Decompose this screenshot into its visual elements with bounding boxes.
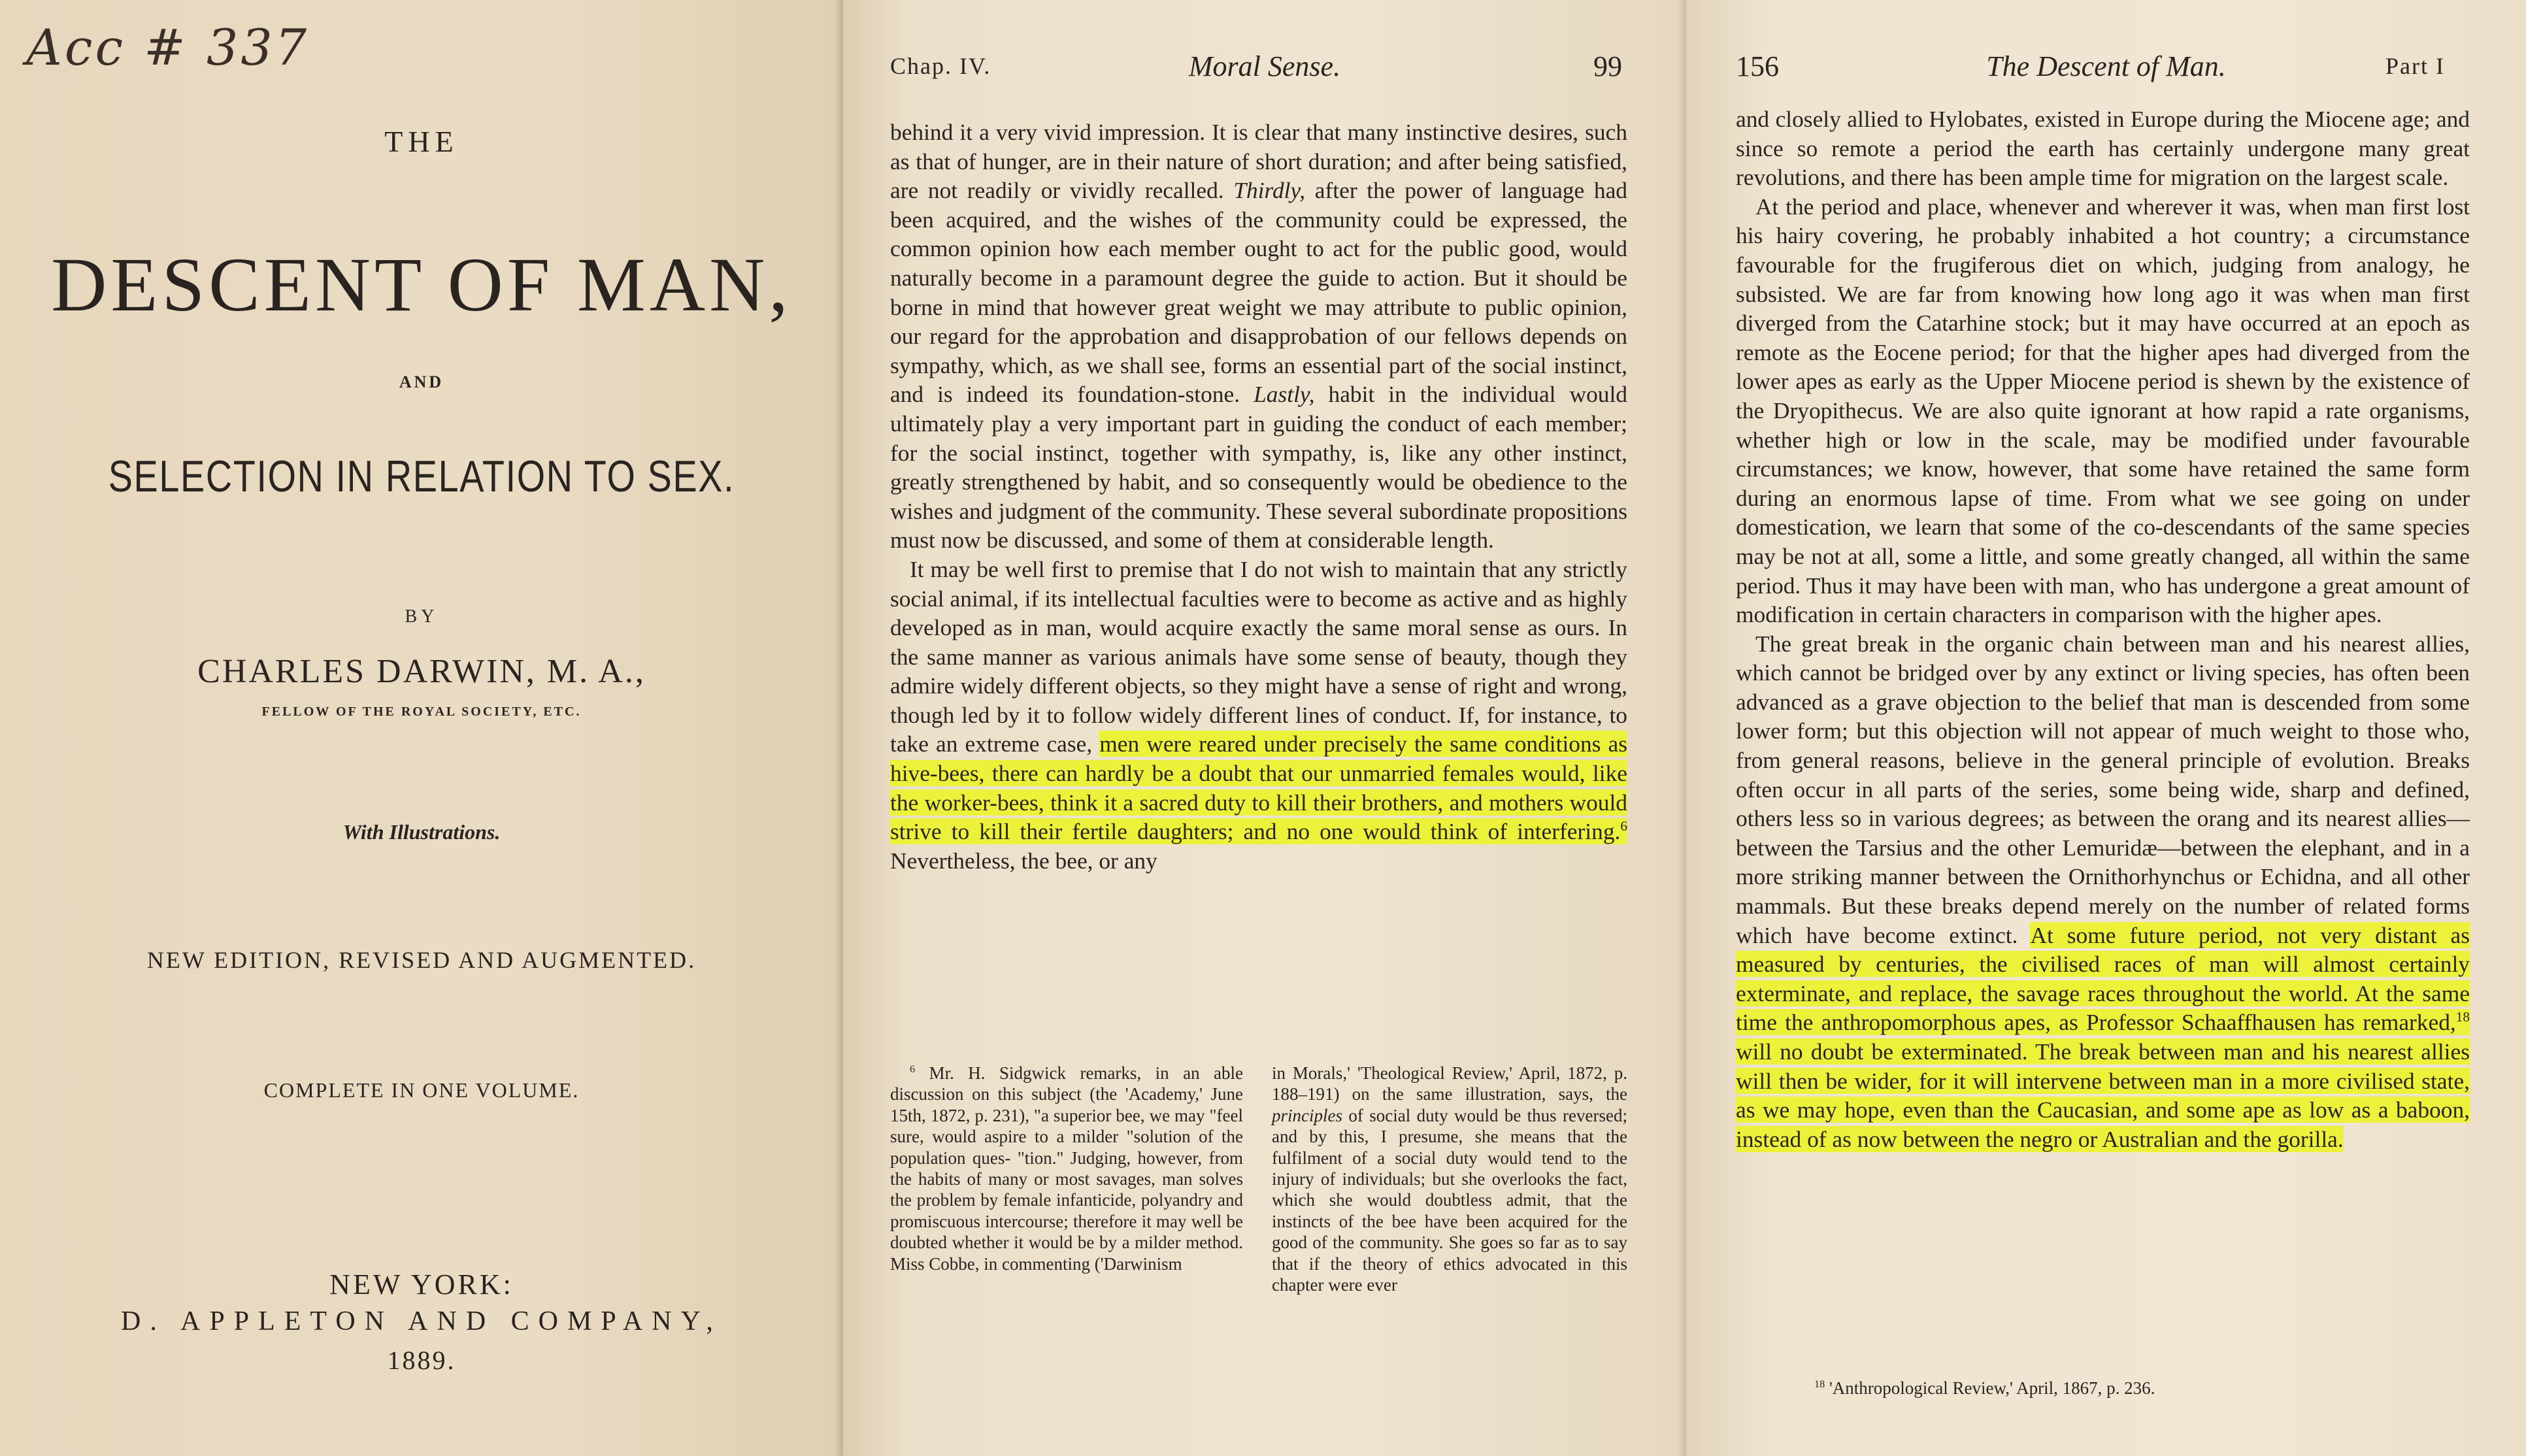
title-by: BY — [405, 606, 439, 627]
author-affiliation: FELLOW OF THE ROYAL SOCIETY, ETC. — [261, 704, 582, 719]
publisher-name: D. APPLETON AND COMPANY, — [121, 1306, 722, 1336]
running-head-title: The Descent of Man. — [1986, 50, 2226, 82]
handwritten-accession-note: Acc # 337 — [26, 18, 310, 76]
paragraph: and closely allied to Hylobates, existed in Europe during the Miocene age; and since so remote a period the earth has certainly undergone many great revolutions, and there has been ample time for migration on the largest scale. — [1736, 106, 2470, 191]
footnote-reference: 18 — [2455, 1009, 2470, 1025]
page-99 — [843, 0, 1686, 1456]
footnote-reference: 6 — [1620, 818, 1627, 835]
highlighted-passage: men were reared under precisely the same conditions as hive-bees, there can hardly be a doubt that our unmarried females would, like the worker-bees, think it a sacred duty to kill their brothers, and mothers would strive to kill their fertile daughters; and no one would think of interfering.$^6$ — [890, 731, 1627, 845]
book-title: DESCENT OF MAN, — [51, 242, 792, 327]
publisher-city: NEW YORK: — [329, 1268, 514, 1300]
paragraph: behind it a very vivid impression. It is clear that many instinctive desires, such as that of hunger, are in their nature of short duration; and after being satisfied, are not readily or vividly recalled. Thirdly, after the power of language had been acquired, and the wishes of the community could be expressed, the common opinion how each member ought to act for the public good, would naturally become in a paramount degree the guide to action. But it should be borne in mind that however great weight we may attribute to public opinion, our regard for the approbation and disapprobation of our fellows depends on sympathy, which, as we shall see, forms an essential part of the social instinct, and is indeed its foundation-stone. Lastly, habit in the individual would ultimately play a very important part in guiding the conduct of each member; for the social instinct, together with sympathy, is, like any other instinct, greatly strengthened by habit, and so consequently would be obedience to the wishes and judgment of the community. These several subordinate propositions must now be discussed, and some of them at considerable length. — [890, 119, 1627, 554]
highlighted-passage: At some future period, not very distant as measured by centuries, the civilised races of man will almost certainly exterminate, and replace, the savage races throughout the world. At the same time the anthropomorphous apes, as Professor Schaaffhausen has remarked,$^{18}$ will no doubt be exterminated. The break between man and his nearest allies will then be wider, for it will intervene between man in a more civilised state, as we may hope, even than the Caucasian, and some ape as low as a baboon, instead of as now between the negro or Australian and the gorilla. — [1736, 921, 2470, 1152]
author-name: CHARLES DARWIN, M. A., — [197, 653, 646, 690]
publication-year: 1889. — [387, 1346, 456, 1375]
footnote-right-column: in Morals,' 'Theological Review,' April, 1872, p. 188–191) on the same illustration, says, the principles of social duty would be thus reversed; and by this, I presume, she means that the fulfilment of a social duty would tend to the injury of individuals; but she overlooks the fact, which she would doubtless admit, that the instincts of the bee have been acquired for the good of the community. She goes so far as to say that if the theory of ethics advocated in this chapter were ever — [1272, 1063, 1628, 1295]
page-156-body — [1736, 105, 2470, 1153]
paragraph: At the period and place, whenever and wherever it was, when man first lost his hairy covering, he probably inhabited a hot country; a circumstance favourable for the frugiferous diet on which, judging from analogy, he subsisted. We are far from knowing how long ago it was when man first diverged from the Catarhine stock; but it may have occurred at an epoch as remote as the Eocene period; for that the higher apes had diverged from the lower apes as early as the Upper Miocene period is shewn by the existence of the Dryopithecus. We are also quite ignorant at how rapid a rate organisms, whether high or low in the scale, may be modified under favourable circumstances; we know, however, that some have retained the same form during an enormous lapse of time. From what we see going on under domestication, we learn that some of the co-descendants of the same species may be not at all, some a little, and some greatly changed, all within the same period. Thus it may have been with man, who has undergone a great amount of modification in certain characters in comparison with the higher apes. — [1736, 193, 2470, 628]
running-head-title: Moral Sense. — [1188, 50, 1341, 82]
footnote: $^{18}$ 'Anthropological Review,' April, 1867, p. 236. — [1814, 1378, 2155, 1398]
illustrations-note: With Illustrations. — [342, 820, 501, 844]
title-and: AND — [399, 372, 444, 391]
title-the: THE — [384, 125, 459, 158]
running-head-chapter: Chap. IV. — [890, 53, 991, 79]
paragraph: The great break in the organic chain between man and his nearest allies, which cannot be bridged over by any extinct or living species, has often been advanced as a grave objection to the belief that man is descended from some lower form; but this objection will not appear of much weight to those who, from general reasons, believe in the general principle of evolution. Breaks often occur in all parts of the series, some being wide, sharp and defined, others less so in various degrees; as between the orang and its nearest allies—between the Tarsius and the other Lemuridæ—between the elephant, and in a more striking manner between the Ornithorhynchus or Echidna, and all other mammals. But these breaks depend merely on the number of related forms which have become extinct. At some future period, not very distant as measured by centuries, the civilised races of man will almost certainly exterminate, and replace, the savage races throughout the world. At the same time the anthropomorphous apes, as Professor Schaaffhausen has remarked,$^{18}$ will no doubt be exterminated. The break between man and his nearest allies will then be wider, for it will intervene between man in a more civilised state, as we may hope, even than the Caucasian, and some ape as low as a baboon, instead of as now between the negro or Australian and the gorilla. — [1736, 630, 2470, 1152]
footnote-number: 18 — [1814, 1378, 1825, 1390]
book-subtitle: SELECTION IN RELATION TO SEX. — [108, 452, 735, 501]
page-99-body — [890, 118, 1627, 875]
running-head-part: Part I — [2385, 53, 2445, 79]
paragraph: It may be well first to premise that I do not wish to maintain that any strictly social animal, if its intellectual faculties were to become as active and as highly developed as in man, would acquire exactly the same moral sense as ours. In the same manner as various animals have some sense of beauty, though they admire widely different objects, so they might have a sense of right and wrong, though led by it to follow widely different lines of conduct. If, for instance, to take an extreme case, men were reared under precisely the same conditions as hive-bees, there can hardly be a doubt that our unmarried females would, like the worker-bees, think it a sacred duty to kill their brothers, and mothers would strive to kill their fertile daughters; and no one would think of interfering.$^6$ Nevertheless, the bee, or any — [890, 555, 1627, 874]
edition-note: NEW EDITION, REVISED AND AUGMENTED. — [146, 947, 697, 973]
title-page — [0, 0, 843, 1456]
page-156 — [1686, 0, 2526, 1456]
volume-note: COMPLETE IN ONE VOLUME. — [263, 1078, 580, 1102]
footnote-number: 6 — [910, 1063, 916, 1075]
footnote-left-column: $^6$ Mr. H. Sidgwick remarks, in an able discussion on this subject (the 'Academy,' June 15th, 1872, p. 231), "a superior bee, we may "feel sure, would aspire to a milder "solution of the population ques- "tion." Judging, however, from the habits of many or most savages, man solves the problem by female infanticide, polyandry and promiscuous intercourse; therefore it may well be doubted whether it would be by a milder method. Miss Cobbe, in commenting ('Darwinism — [890, 1063, 1243, 1274]
page-number: 99 — [1593, 50, 1622, 82]
page-number: 156 — [1736, 50, 1779, 82]
